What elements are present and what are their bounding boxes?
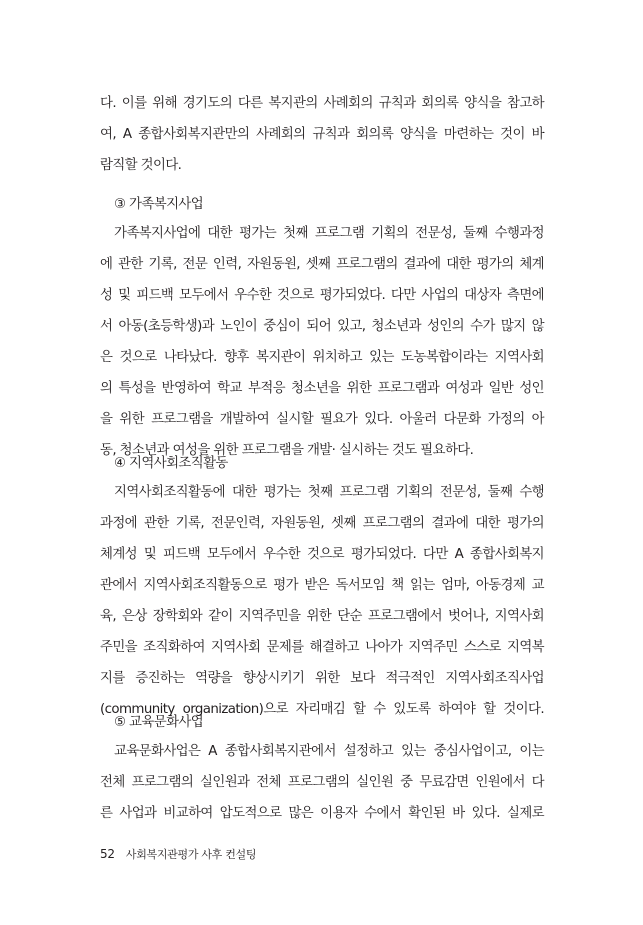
section-heading-family-welfare: ③ 가족복지사업 — [114, 197, 204, 212]
body-text-line: 의 특성을 반영하여 학교 부적응 청소년을 위한 프로그램과 여성과 일반 성인 — [100, 381, 544, 396]
body-text-line: 른 사업과 비교하여 압도적으로 많은 이용자 수에서 확인된 바 있다. 실제로 — [100, 806, 544, 821]
body-text-line: 지역사회조직활동에 대한 평가는 첫째 프로그램 기획의 전문성, 둘째 수행 — [114, 485, 544, 500]
body-text-line: 가족복지사업에 대한 평가는 첫째 프로그램 기획의 전문성, 둘째 수행과정 — [114, 226, 544, 241]
running-title: 사회복지관평가 사후 컨설팅 — [125, 848, 257, 861]
body-text-line: 성 및 피드백 모두에서 우수한 것으로 평가되었다. 다만 사업의 대상자 측면에 — [100, 288, 544, 303]
body-text-line: 관에서 지역사회조직활동으로 평가 받은 독서모임 책 읽는 엄마, 아동경제 교 — [100, 578, 544, 593]
body-text-line: 육, 은상 장학회와 같이 지역주민을 위한 단순 프로그램에서 벗어나, 지역사회 — [100, 609, 544, 624]
body-text-line: 교육문화사업은 A 종합사회복지관에서 설정하고 있는 중심사업이고, 이는 — [114, 744, 544, 759]
body-text-line: 동, 청소년과 여성을 위한 프로그램을 개발· 실시하는 것도 필요하다. — [100, 443, 474, 458]
body-text-line: (community organization)으로 자리매김 할 수 있도록 하여야 할 것이다. — [100, 702, 544, 717]
page-footer — [100, 846, 256, 862]
body-text-line: 에 관한 기록, 전문 인력, 자원동원, 셋째 프로그램의 결과에 대한 평가의 체계 — [100, 257, 544, 272]
body-text-line: 지를 증진하는 역량을 향상시키기 위한 보다 적극적인 지역사회조직사업 — [100, 671, 544, 686]
section-heading-education-culture: ⑤ 교육문화사업 — [114, 715, 204, 730]
body-text-line: 주민을 조직화하여 지역사회 문제를 해결하고 나아가 지역주민 스스로 지역복 — [100, 640, 544, 655]
section-heading-community-organization: ④ 지역사회조직활동 — [114, 456, 228, 471]
body-text-line: 다. 이를 위해 경기도의 다른 복지관의 사례회의 규칙과 회의록 양식을 참고하 — [100, 96, 544, 111]
body-text-line: 을 위한 프로그램을 개발하여 실시할 필요가 있다. 아울러 다문화 가정의 아 — [100, 412, 544, 427]
page-number: 52 — [100, 847, 115, 861]
body-text-line: 전체 프로그램의 실인원과 전체 프로그램의 실인원 중 무료감면 인원에서 다 — [100, 775, 544, 790]
body-text-line: 여, A 종합사회복지관만의 사례회의 규칙과 회의록 양식을 마련하는 것이 바 — [100, 127, 544, 142]
body-text-line: 체계성 및 피드백 모두에서 우수한 것으로 평가되었다. 다만 A 종합사회복지 — [100, 547, 544, 562]
body-text-line: 과정에 관한 기록, 전문인력, 자원동원, 셋째 프로그램의 결과에 대한 평가의 — [100, 516, 544, 531]
body-text-line: 서 아동(초등학생)과 노인이 중심이 되어 있고, 청소년과 성인의 수가 많지 않 — [100, 319, 544, 334]
body-text-line: 람직할 것이다. — [100, 158, 182, 173]
body-text-line: 은 것으로 나타났다. 향후 복지관이 위치하고 있는 도농복합이라는 지역사회 — [100, 350, 544, 365]
